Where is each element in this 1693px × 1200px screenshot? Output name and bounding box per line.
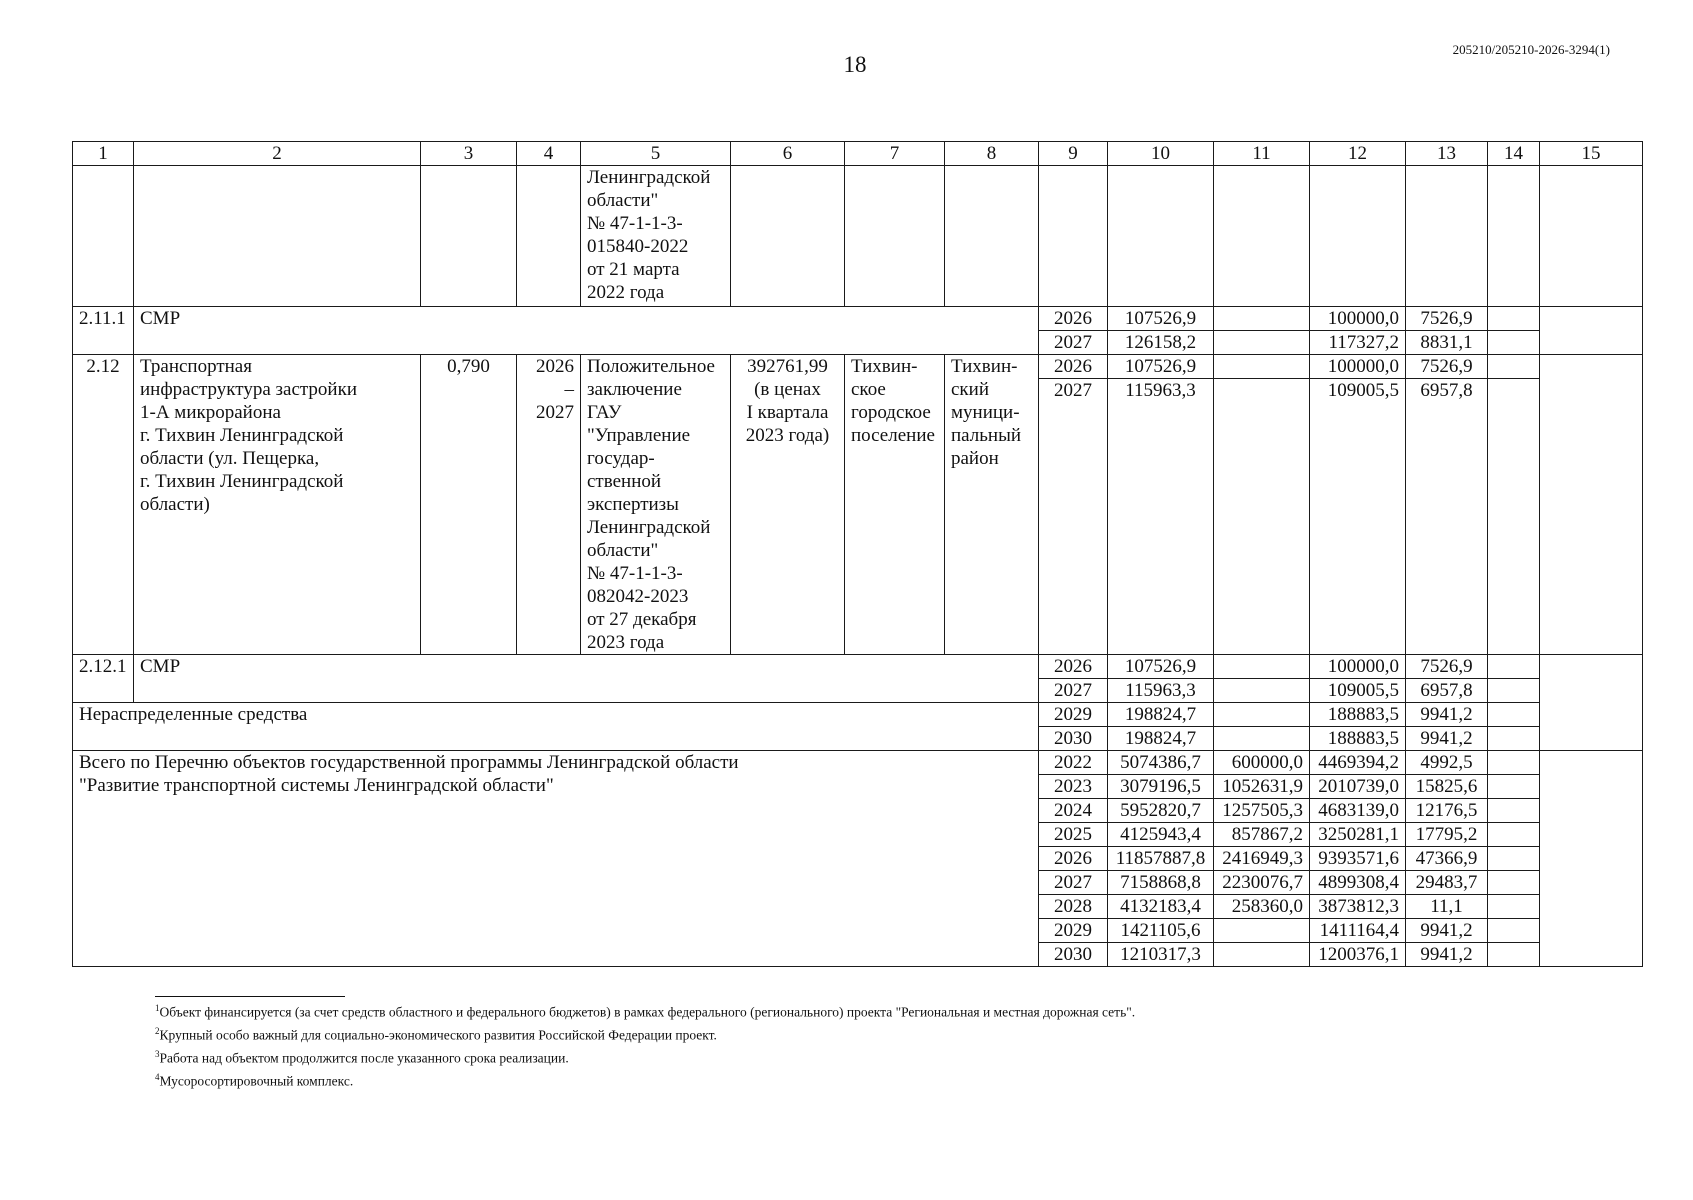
year-cell: 2027: [1039, 871, 1108, 895]
column-number: 2: [134, 142, 421, 166]
amount-cell: 1257505,3: [1214, 799, 1310, 823]
amount-cell: 11,1: [1406, 895, 1488, 919]
amount-cell: 126158,2: [1108, 331, 1214, 355]
amount-cell: 7158868,8: [1108, 871, 1214, 895]
amount-cell: 9941,2: [1406, 727, 1488, 751]
period-cell: 2026 – 2027: [517, 355, 581, 655]
year-cell: 2026: [1039, 355, 1108, 379]
amount-cell: 7526,9: [1406, 355, 1488, 379]
footnote: $^2$Крупный особо важный для социально-экономического развития Российской Федерации проект.: [155, 1026, 717, 1043]
amount-cell: [1214, 919, 1310, 943]
row-number: 2.11.1: [73, 307, 134, 355]
year-cell: 2027: [1039, 379, 1108, 655]
year-cell: 2029: [1039, 919, 1108, 943]
year-cell: 2030: [1039, 943, 1108, 967]
amount-cell: 600000,0: [1214, 751, 1310, 775]
amount-cell: 2230076,7: [1214, 871, 1310, 895]
amount-cell: 3079196,5: [1108, 775, 1214, 799]
table-row: [73, 703, 1643, 727]
amount-cell: 115963,3: [1108, 379, 1214, 655]
object-name: СМР: [134, 655, 1039, 703]
amount-cell: 6957,8: [1406, 379, 1488, 655]
column-number: 12: [1310, 142, 1406, 166]
amount-cell: 1411164,4: [1310, 919, 1406, 943]
column-number: 8: [945, 142, 1039, 166]
amount-cell: [1214, 379, 1310, 655]
objects-table: [72, 141, 1643, 967]
amount-cell: 100000,0: [1310, 655, 1406, 679]
amount-cell: 115963,3: [1108, 679, 1214, 703]
amount-cell: 1052631,9: [1214, 775, 1310, 799]
column-number: 11: [1214, 142, 1310, 166]
page-number: 18: [843, 52, 867, 77]
amount-cell: 11857887,8: [1108, 847, 1214, 871]
column-number: 9: [1039, 142, 1108, 166]
year-cell: 2029: [1039, 703, 1108, 727]
total-label: Всего по Перечню объектов государственной программы Ленинградской области "Развитие транспортной системы Ленинградской области": [73, 751, 1039, 967]
amount-cell: 5074386,7: [1108, 751, 1214, 775]
undistributed-label: Нераспределенные средства: [73, 703, 1039, 751]
amount-cell: [1214, 307, 1310, 331]
document-code: 205210/205210-2026-3294(1): [1452, 42, 1610, 57]
amount-cell: 9941,2: [1406, 919, 1488, 943]
amount-cell: 12176,5: [1406, 799, 1488, 823]
amount-cell: 100000,0: [1310, 307, 1406, 331]
expertise-conclusion-cell: Ленинградской области" № 47-1-1-3- 015840-2022 от 21 марта 2022 года: [581, 166, 731, 307]
column-number: 6: [731, 142, 845, 166]
column-number: 5: [581, 142, 731, 166]
amount-cell: 188883,5: [1310, 727, 1406, 751]
footnote-divider: [155, 996, 345, 997]
year-cell: 2022: [1039, 751, 1108, 775]
amount-cell: 9393571,6: [1310, 847, 1406, 871]
year-cell: 2024: [1039, 799, 1108, 823]
footnote: $^1$Объект финансируется (за счет средств областного и федерального бюджетов) в рамках федерального (регионального) проекта "Региональная и местная дорожная сеть".: [155, 1003, 1136, 1020]
amount-cell: [1214, 679, 1310, 703]
year-cell: 2028: [1039, 895, 1108, 919]
amount-cell: 117327,2: [1310, 331, 1406, 355]
amount-cell: 4683139,0: [1310, 799, 1406, 823]
amount-cell: 5952820,7: [1108, 799, 1214, 823]
amount-cell: 29483,7: [1406, 871, 1488, 895]
amount-cell: 47366,9: [1406, 847, 1488, 871]
amount-cell: 198824,7: [1108, 703, 1214, 727]
column-number: 3: [421, 142, 517, 166]
year-cell: 2026: [1039, 655, 1108, 679]
year-cell: 2027: [1039, 679, 1108, 703]
amount-cell: 9941,2: [1406, 703, 1488, 727]
amount-cell: 9941,2: [1406, 943, 1488, 967]
expertise-conclusion-cell: Положительное заключение ГАУ "Управление государ- ственной экспертизы Ленинградской области" № 47-1-1-3- 082042-2023 от 27 декабря 2023 года: [581, 355, 731, 655]
table-row: [73, 166, 1643, 307]
amount-cell: 6957,8: [1406, 679, 1488, 703]
column-number: 7: [845, 142, 945, 166]
year-cell: 2027: [1039, 331, 1108, 355]
footnote: $^3$Работа над объектом продолжится после указанного срока реализации.: [155, 1049, 569, 1066]
amount-cell: 15825,6: [1406, 775, 1488, 799]
district-cell: Тихвин- ский муници- пальный район: [945, 355, 1039, 655]
table-row: [73, 355, 1643, 379]
amount-cell: [1214, 655, 1310, 679]
amount-cell: 258360,0: [1214, 895, 1310, 919]
amount-cell: [1214, 943, 1310, 967]
amount-cell: 4469394,2: [1310, 751, 1406, 775]
capacity-cell: 0,790: [421, 355, 517, 655]
amount-cell: 1200376,1: [1310, 943, 1406, 967]
amount-cell: 188883,5: [1310, 703, 1406, 727]
column-number: 10: [1108, 142, 1214, 166]
amount-cell: 3250281,1: [1310, 823, 1406, 847]
table-row: [73, 751, 1643, 775]
amount-cell: 198824,7: [1108, 727, 1214, 751]
year-cell: 2030: [1039, 727, 1108, 751]
year-cell: 2026: [1039, 307, 1108, 331]
amount-cell: 17795,2: [1406, 823, 1488, 847]
amount-cell: 107526,9: [1108, 655, 1214, 679]
amount-cell: 7526,9: [1406, 655, 1488, 679]
column-number: 1: [73, 142, 134, 166]
amount-cell: 107526,9: [1108, 307, 1214, 331]
column-number-row: [73, 142, 1643, 166]
amount-cell: 4132183,4: [1108, 895, 1214, 919]
settlement-cell: Тихвин- ское городское поселение: [845, 355, 945, 655]
column-number: 15: [1540, 142, 1643, 166]
footnotes: [155, 996, 1455, 1091]
amount-cell: [1214, 727, 1310, 751]
amount-cell: 3873812,3: [1310, 895, 1406, 919]
amount-cell: 100000,0: [1310, 355, 1406, 379]
amount-cell: 107526,9: [1108, 355, 1214, 379]
row-number: 2.12: [73, 355, 134, 655]
amount-cell: 1210317,3: [1108, 943, 1214, 967]
year-cell: 2026: [1039, 847, 1108, 871]
amount-cell: [1214, 355, 1310, 379]
amount-cell: 2416949,3: [1214, 847, 1310, 871]
amount-cell: 4125943,4: [1108, 823, 1214, 847]
amount-cell: 2010739,0: [1310, 775, 1406, 799]
footnote: $^4$Мусоросортировочный комплекс.: [155, 1072, 354, 1089]
column-number: 13: [1406, 142, 1488, 166]
estimated-cost-cell: 392761,99 (в ценах I квартала 2023 года): [731, 355, 845, 655]
amount-cell: 1421105,6: [1108, 919, 1214, 943]
amount-cell: 7526,9: [1406, 307, 1488, 331]
amount-cell: 857867,2: [1214, 823, 1310, 847]
object-name: Транспортная инфраструктура застройки 1-А микрорайона г. Тихвин Ленинградской области (ул. Пещерка, г. Тихвин Ленинградской области): [134, 355, 421, 655]
row-number: 2.12.1: [73, 655, 134, 703]
amount-cell: [1214, 703, 1310, 727]
table-row: [73, 655, 1643, 679]
amount-cell: 109005,5: [1310, 679, 1406, 703]
year-cell: 2023: [1039, 775, 1108, 799]
amount-cell: [1214, 331, 1310, 355]
year-cell: 2025: [1039, 823, 1108, 847]
amount-cell: 8831,1: [1406, 331, 1488, 355]
table-row: [73, 307, 1643, 331]
amount-cell: 4899308,4: [1310, 871, 1406, 895]
object-name: СМР: [134, 307, 1039, 355]
column-number: 14: [1488, 142, 1540, 166]
column-number: 4: [517, 142, 581, 166]
amount-cell: 4992,5: [1406, 751, 1488, 775]
amount-cell: 109005,5: [1310, 379, 1406, 655]
